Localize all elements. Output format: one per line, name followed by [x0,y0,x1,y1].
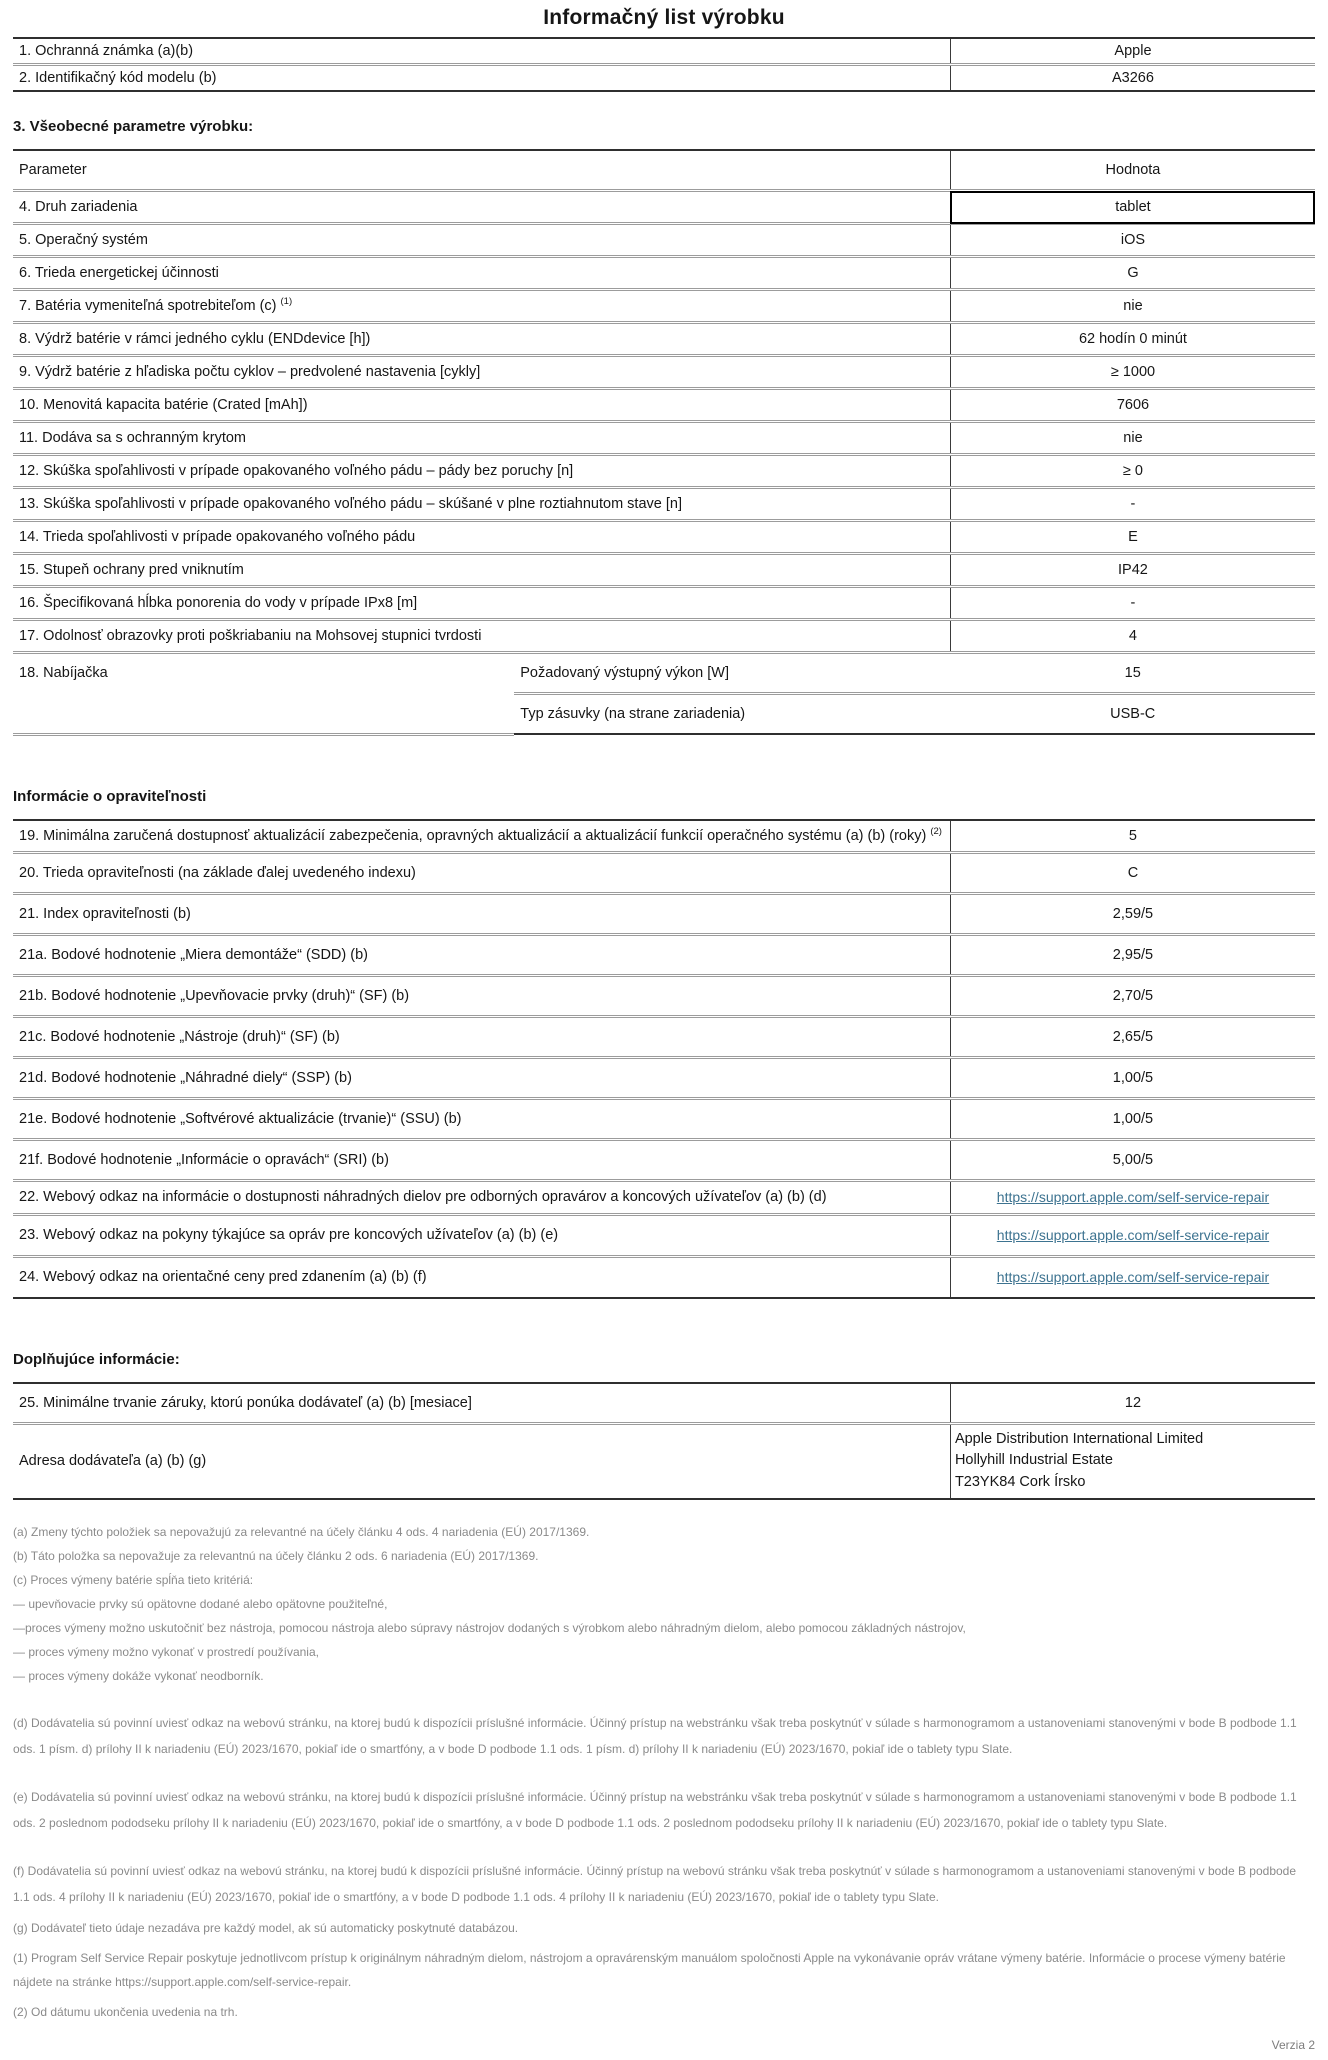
footnote-ref: (2) [930,825,942,837]
parameter-label: 7. Batéria vymeniteľná spotrebiteľom (c) $^{(1)}$ [13,290,950,323]
parameter-label: 11. Dodáva sa s ochranným krytom [13,422,950,455]
footnote: (g) Dodávateľ tieto údaje nezadáva pre každý model, ak sú automaticky poskytnuté databázou. [13,1920,519,1935]
address-line: Apple Distribution International Limited [954,1430,1204,1447]
parameter-value: IP42 [950,554,1315,587]
parameter-label: 21e. Bodové hodnotenie „Softvérové aktualizácie (trvanie)“ (SSU) (b) [13,1098,950,1139]
charger-sub-value: 15 [950,653,1315,694]
self-service-repair-link[interactable]: https://support.apple.com/self-service-repair [996,1188,1270,1205]
charger-sub-label: Požadovaný výstupný výkon [W] [514,653,950,694]
parameter-value: 62 hodín 0 minút [950,323,1315,356]
table-row [13,620,1315,653]
table-row [13,356,1315,389]
table-row [13,975,1315,1016]
section-heading-additional: Doplňujúce informácie: [13,1350,180,1368]
footnote: (c) Proces výmeny batérie spĺňa tieto kritériá: [13,1572,254,1587]
footnote: (1) Program Self Service Repair poskytuje jednotlivcom prístup k originálnym náhradným dielom, nástrojom a opravárenským manuálom spoločnosti Apple na vykonávanie opráv vrátane výmeny batérie. Informácie o procese výmeny batérie nájdete na stránke https://support.apple.com/self-service-repair. [13,1950,1286,1989]
parameter-value: ≥ 1000 [950,356,1315,389]
table-row [13,422,1315,455]
parameter-label: 9. Výdrž batérie z hľadiska počtu cyklov – predvolené nastavenia [cykly] [13,356,950,389]
charger-row [13,653,1315,694]
parameter-value: G [950,257,1315,290]
footnote: — proces výmeny dokáže vykonať neodborník. [13,1668,264,1683]
address-line: Hollyhill Industrial Estate [954,1452,1113,1469]
parameter-label: 5. Operačný systém [13,224,950,257]
footnotes-section [13,1520,1315,2024]
parameter-value: 2,65/5 [950,1016,1315,1057]
parameter-value: ≥ 0 [950,455,1315,488]
parameter-label: 24. Webový odkaz na orientačné ceny pred zdanením (a) (b) (f) [13,1256,950,1298]
parameter-value: A3266 [1112,70,1154,86]
parameter-value: 5,00/5 [950,1139,1315,1180]
parameter-label: 19. Minimálna zaručená dostupnosť aktualizácií zabezpečenia, opravných aktualizácií a aktualizácií funkcií operačného systému (a) (b) (roky) $^{(2)}$ [13,820,950,853]
parameter-value: nie [950,422,1315,455]
parameter-value: 4 [950,620,1315,653]
self-service-repair-link[interactable]: https://support.apple.com/self-service-repair [996,1226,1270,1243]
column-header-parameter: Parameter [13,150,950,191]
parameter-value: iOS [950,224,1315,257]
table-row [13,455,1315,488]
footnote: (e) Dodávatelia sú povinní uviesť odkaz na webovú stránku, na ktorej budú k dispozícii príslušné informácie. Účinný prístup na webstránku však treba poskytnúť v súlade s harmonogramom a ustanoveniami stanovenými v bode B podbode 1.1 ods. 2 poslednom pododseku prílohy II k nariadeniu (EÚ) 2023/1670, pokiaľ ide o smartfóny, a v bode D podbode 1.1 ods. 2 poslednom pododseku prílohy II k nariadeniu (EÚ) 2023/1670, pokiaľ ide o tablety typu Slate. [13,1789,1297,1830]
table-row [13,1383,1315,1424]
parameter-value: tablet [950,191,1315,224]
table-row [13,852,1315,893]
parameter-value: nie [950,290,1315,323]
table-row [13,1098,1315,1139]
parameter-value: 1,00/5 [950,1098,1315,1139]
parameter-value: Apple [950,38,1315,65]
parameter-value: 12 [950,1383,1315,1424]
footnote: (f) Dodávatelia sú povinní uviesť odkaz na webovú stránku, na ktorej budú k dispozícii príslušné informácie. Účinný prístup na webovú stránku však treba poskytnúť v súlade s harmonogramom a ustanoveniami stanovenými v bode B podbode 1.1 ods. 4 prílohy II k nariadeniu (EÚ) 2023/1670, pokiaľ ide o smartfóny, a v bode D podbode 1.1 ods. 4 prílohy II k nariadeniu (EÚ) 2023/1670, pokiaľ ide o tablety typu Slate. [13,1863,1297,1904]
parameter-label: 23. Webový odkaz na pokyny týkajúce sa opráv pre koncových užívateľov (a) (b) (e) [13,1214,950,1256]
additional-info-table [13,1382,1315,1500]
self-service-repair-link[interactable]: https://support.apple.com/self-service-repair [996,1268,1270,1285]
table-row [13,389,1315,422]
footnote: (a) Zmeny týchto položiek sa nepovažujú za relevantné na účely článku 4 ods. 4 nariadenia (EÚ) 2017/1369. [13,1524,590,1539]
parameter-value: 7606 [950,389,1315,422]
table-row [13,1256,1315,1298]
table-row [13,290,1315,323]
table-row [13,224,1315,257]
parameter-value: 2,59/5 [950,893,1315,934]
parameter-label: 20. Trieda opraviteľnosti (na základe ďalej uvedeného indexu) [13,852,950,893]
parameter-value [950,1214,1315,1256]
parameter-value: - [950,587,1315,620]
footnote: (b) Táto položka sa nepovažuje za relevantnú na účely článku 2 ods. 6 nariadenia (EÚ) 2017/1369. [13,1548,539,1563]
table-row [13,1180,1315,1214]
parameter-value: 2,95/5 [950,934,1315,975]
address-line: T23YK84 Cork Írsko [954,1474,1086,1490]
supplier-address-row [13,1423,1315,1499]
footnote: —proces výmeny možno uskutočniť bez nástroja, pomocou nástroja alebo súpravy nástrojov dodaných s výrobkom alebo náhradným dielom, alebo pomocou základných nástrojov, [13,1620,966,1635]
table-row [13,554,1315,587]
table-row [13,65,1315,92]
footnote: — proces výmeny možno vykonať v prostredí používania, [13,1644,319,1659]
version-label: Verzia 2 [1271,2037,1315,2052]
repairability-table [13,819,1315,1299]
parameter-label: 21d. Bodové hodnotenie „Náhradné diely“ (SSP) (b) [13,1057,950,1098]
parameter-label: 14. Trieda spoľahlivosti v prípade opakovaného voľného pádu [13,521,950,554]
charger-sub-value: USB-C [1110,706,1156,722]
table-row [13,934,1315,975]
table-row [13,1057,1315,1098]
general-parameters-table [13,149,1315,736]
parameter-value: 2,70/5 [950,975,1315,1016]
parameter-label: 17. Odolnosť obrazovky proti poškriabaniu na Mohsovej stupnici tvrdosti [13,620,950,653]
parameter-value: 1,00/5 [950,1057,1315,1098]
parameter-label: 21a. Bodové hodnotenie „Miera demontáže“ (SDD) (b) [13,934,950,975]
section-heading-repairability: Informácie o opraviteľnosti [13,787,207,805]
table-row [13,587,1315,620]
table-header-row [13,150,1315,191]
parameter-label: Adresa dodávateľa (a) (b) (g) [13,1423,950,1499]
parameter-label: 21f. Bodové hodnotenie „Informácie o opravách“ (SRI) (b) [13,1139,950,1180]
table-row [13,323,1315,356]
parameter-label: 2. Identifikačný kód modelu (b) [13,65,950,92]
page-title: Informačný list výrobku [543,6,785,29]
parameter-value: C [950,852,1315,893]
table-row [13,488,1315,521]
parameter-label: 21b. Bodové hodnotenie „Upevňovacie prvky (druh)“ (SF) (b) [13,975,950,1016]
parameter-value [950,1256,1315,1298]
parameter-label: 1. Ochranná známka (a)(b) [13,38,950,65]
table-row [13,521,1315,554]
parameter-label: 15. Stupeň ochrany pred vniknutím [13,554,950,587]
table-row [13,1016,1315,1057]
parameter-value [950,1180,1315,1214]
parameter-value: 5 [950,820,1315,853]
table-row [13,893,1315,934]
parameter-label: 21. Index opraviteľnosti (b) [13,893,950,934]
charger-sub-label: Typ zásuvky (na strane zariadenia) [520,706,746,722]
table-row [13,1139,1315,1180]
footnote-ref: (1) [280,296,293,308]
brand-table [13,37,1315,92]
parameter-label: 22. Webový odkaz na informácie o dostupnosti náhradných dielov pre odborných opravárov a koncových užívateľov (a) (b) (d) [13,1180,950,1214]
parameter-label: 4. Druh zariadenia [13,191,950,224]
parameter-label: 13. Skúška spoľahlivosti v prípade opakovaného voľného pádu – skúšané v plne roztiahnutom stave [n] [13,488,950,521]
table-row [13,820,1315,853]
parameter-label: 12. Skúška spoľahlivosti v prípade opakovaného voľného pádu – pády bez poruchy [n] [13,455,950,488]
parameter-label: 21c. Bodové hodnotenie „Nástroje (druh)“ (SF) (b) [13,1016,950,1057]
parameter-value: E [950,521,1315,554]
table-row [13,257,1315,290]
column-header-value: Hodnota [950,150,1315,191]
footnote: (d) Dodávatelia sú povinní uviesť odkaz na webovú stránku, na ktorej budú k dispozícii príslušné informácie. Účinný prístup na webstránku však treba poskytnúť v súlade s harmonogramom a ustanoveniami stanovenými v bode B podbode 1.1 ods. 1 písm. d) prílohy II k nariadeniu (EÚ) 2023/1670, pokiaľ ide o smartfóny, a v bode D podbode 1.1 ods. 1 písm. d) prílohy II k nariadeniu (EÚ) 2023/1670, pokiaľ ide o tablety typu Slate. [13,1715,1297,1756]
table-row [13,1214,1315,1256]
parameter-label: 10. Menovitá kapacita batérie (Crated [mAh]) [13,389,950,422]
parameter-label: 6. Trieda energetickej účinnosti [13,257,950,290]
parameter-label: 18. Nabíjačka [13,653,514,735]
parameter-label: 8. Výdrž batérie v rámci jedného cyklu (ENDdevice [h]) [13,323,950,356]
parameter-value: - [950,488,1315,521]
parameter-label: 25. Minimálne trvanie záruky, ktorú ponúka dodávateľ (a) (b) [mesiace] [13,1383,950,1424]
section-heading-general: 3. Všeobecné parametre výrobku: [13,118,254,135]
footnote: (2) Od dátumu ukončenia uvedenia na trh. [13,2004,238,2019]
table-row [13,191,1315,224]
table-row [13,38,1315,65]
parameter-label: 16. Špecifikovaná hĺbka ponorenia do vody v prípade IPx8 [m] [13,587,950,620]
supplier-address [950,1423,1315,1499]
footnote: — upevňovacie prvky sú opätovne dodané alebo opätovne použiteľné, [13,1596,388,1611]
